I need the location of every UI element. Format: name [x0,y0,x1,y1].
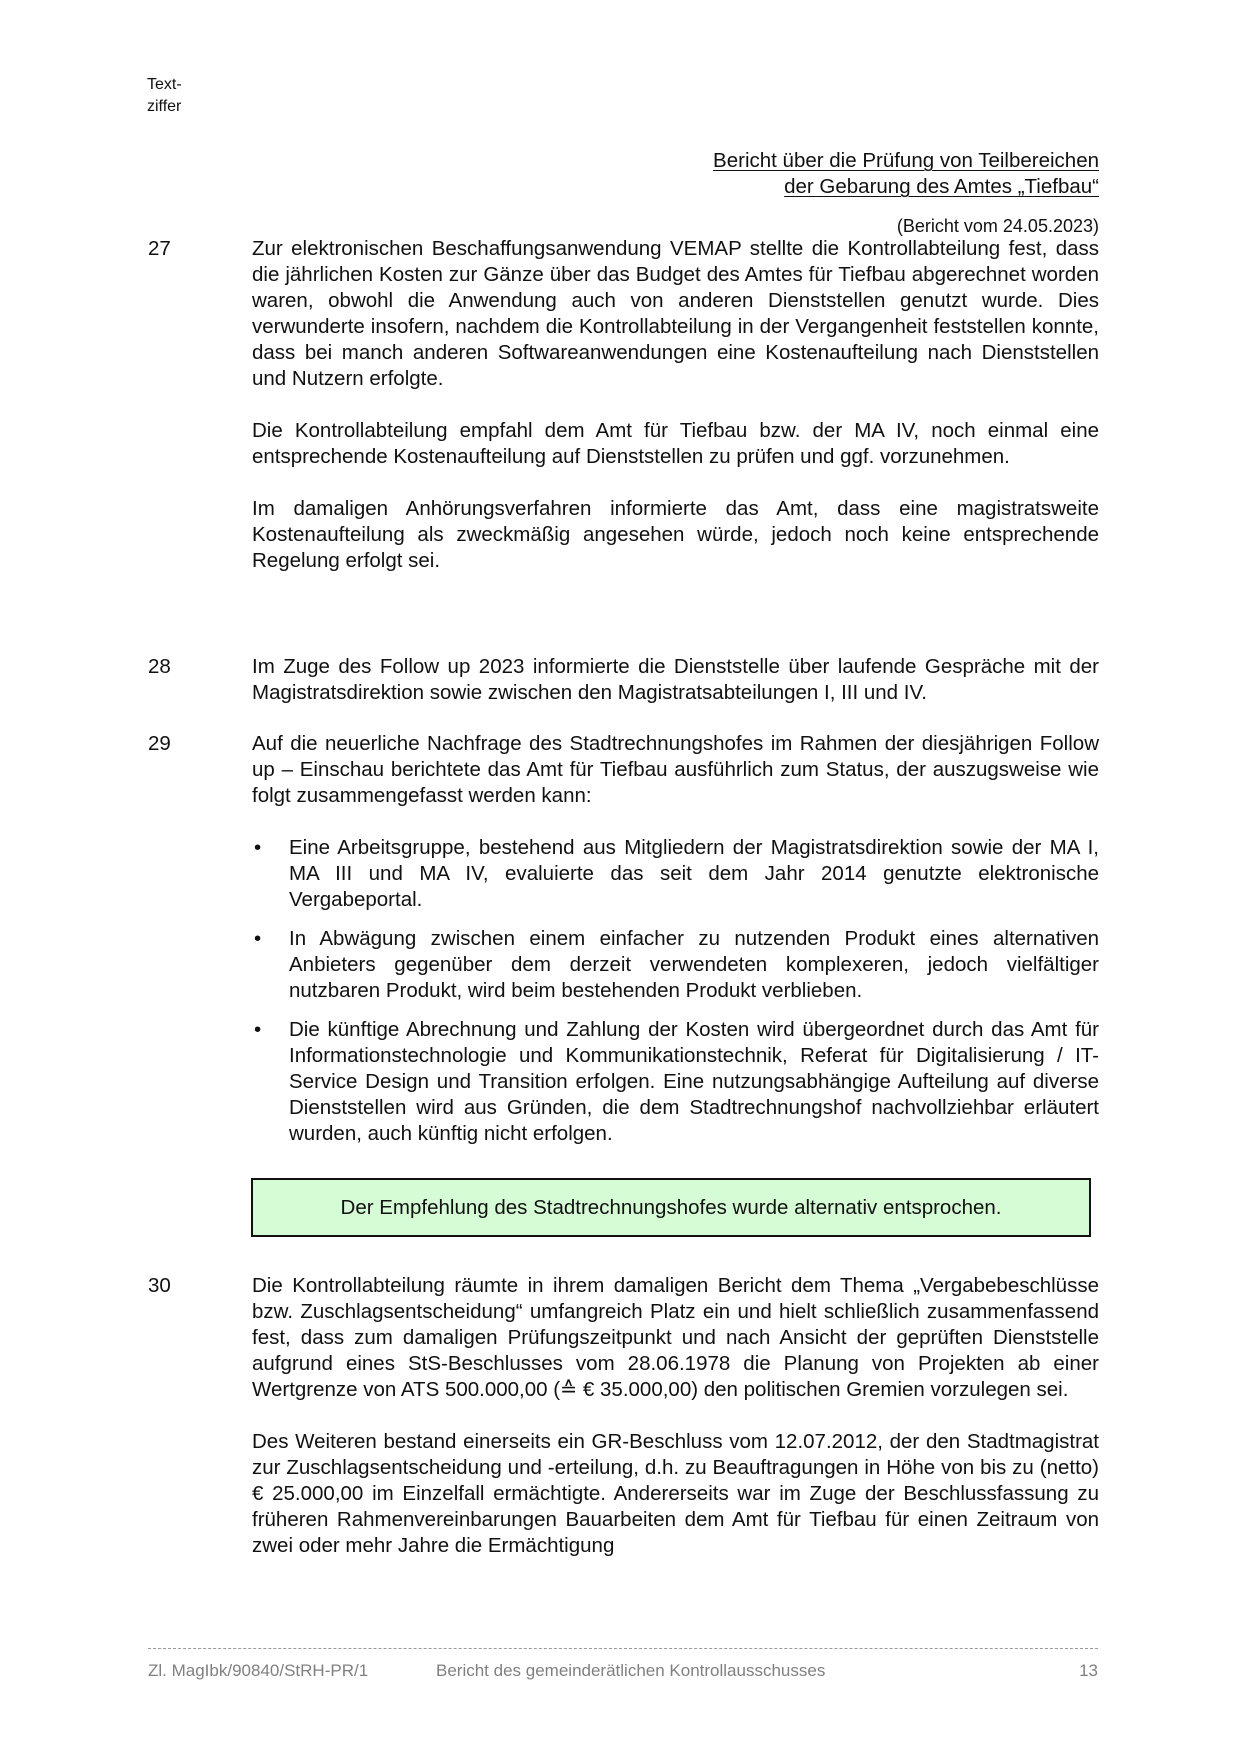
bullet-icon: • [254,836,262,859]
bullet-text: In Abwägung zwischen einem einfacher zu nutzenden Produkt eines alternativen Anbieters gegenüber dem derzeit verwendeten komplexeren, jedoch vielfältiger nutzbaren Produkt, wird beim bestehenden Produkt verblieben. [289,927,1099,1002]
footer-divider [148,1648,1098,1649]
section-body [252,236,1099,574]
footer-reference: Zl. MagIbk/90840/StRH-PR/1 [148,1661,369,1680]
bullet-icon: • [254,927,262,950]
recommendation-status-text: Der Empfehlung des Stadtrechnungshofes wurde alternativ entsprochen. [340,1195,1002,1219]
paragraph: Die Kontrollabteilung empfahl dem Amt für Tiefbau bzw. der MA IV, noch einmal eine entsprechende Kostenaufteilung auf Dienststellen zu prüfen und ggf. vorzunehmen. [252,419,1099,468]
section-body [252,731,1099,1160]
bullet-item [252,1017,1099,1147]
footer-title: Bericht des gemeinderätlichen Kontrollausschusses [436,1661,826,1680]
bullet-text: Die künftige Abrechnung und Zahlung der Kosten wird übergeordnet durch das Amt für Informationstechnologie und Kommunikationstechnik, Referat für Digitalisierung / IT-Service Design und Transition erfolgen. Eine nutzungsabhängige Aufteilung auf diverse Dienststellen wird aus Gründen, die dem Stadtrechnungshof nachvollziehbar erläutert wurden, auch künftig nicht erfolgen. [289,1018,1099,1145]
report-header [713,148,1099,200]
page-number: 13 [1079,1661,1098,1680]
report-title-line2: der Gebarung des Amtes „Tiefbau“ [784,175,1099,198]
paragraph: Im Zuge des Follow up 2023 informierte die Dienststelle über laufende Gespräche mit der Magistratsdirektion sowie zwischen den Magistratsabteilungen I, III und IV. [252,655,1099,704]
recommendation-status-box [251,1178,1091,1237]
bullet-item [252,926,1099,1004]
paragraph: Auf die neuerliche Nachfrage des Stadtrechnungshofes im Rahmen der diesjährigen Follow up – Einschau berichtete das Amt für Tiefbau ausführlich zum Status, der auszugsweise wie folgt zusammengefasst werden kann: [252,732,1099,807]
textziffer-number: 27 [148,237,171,260]
paragraph: Die Kontrollabteilung räumte in ihrem damaligen Bericht dem Thema „Vergabebeschlüsse bzw. Zuschlagsentscheidung“ umfangreich Platz ein und hielt schließlich zusammenfassend fest, dass zum damaligen Prüfungszeitpunkt und nach Ansicht der geprüften Dienststelle aufgrund eines StS-Beschlusses vom 28.06.1978 die Planung von Projekten ab einer Wertgrenze von ATS 500.000,00 (≙ € 35.000,00) den politischen Gremien vorzulegen sei. [252,1274,1099,1401]
textziffer-number: 30 [148,1274,171,1297]
bullet-list [252,835,1099,1147]
report-title-line1: Bericht über die Prüfung von Teilbereichen [713,149,1099,172]
paragraph: Des Weiteren bestand einerseits ein GR-Beschluss vom 12.07.2012, der den Stadtmagistrat zur Zuschlagsentscheidung und -erteilung, d.h. zu Beauftragungen in Höhe von bis zu (netto) € 25.000,00 im Einzelfall ermächtigte. Andererseits war im Zuge der Beschlussfassung zu früheren Rahmenvereinbarungen Bauarbeiten dem Amt für Tiefbau für einen Zeitraum von zwei oder mehr Jahre die Ermächtigung [252,1430,1099,1557]
textziffer-label-line1: Text- [147,76,182,93]
textziffer-number: 28 [148,655,171,678]
textziffer-number: 29 [148,732,171,755]
bullet-text: Eine Arbeitsgruppe, bestehend aus Mitgliedern der Magistratsdirektion sowie der MA I, MA III und MA IV, evaluierte das seit dem Jahr 2014 genutzte elektronische Vergabeportal. [289,836,1099,911]
paragraph: Im damaligen Anhörungsverfahren informierte das Amt, dass eine magistratsweite Kostenaufteilung als zweckmäßig angesehen würde, jedoch noch keine entsprechende Regelung erfolgt sei. [252,497,1099,572]
paragraph: Zur elektronischen Beschaffungsanwendung VEMAP stellte die Kontrollabteilung fest, dass die jährlichen Kosten zur Gänze über das Budget des Amtes für Tiefbau abgerechnet worden waren, obwohl die Anwendung auch von anderen Dienststellen genutzt wurde. Dies verwunderte insofern, nachdem die Kontrollabteilung in der Vergangenheit feststellen konnte, dass bei manch anderen Softwareanwendungen eine Kostenaufteilung nach Dienststellen und Nutzern erfolgte. [252,237,1099,390]
section-body [252,654,1099,706]
textziffer-label [147,74,182,118]
report-date: (Bericht vom 24.05.2023) [896,216,1099,236]
bullet-item [252,835,1099,913]
textziffer-label-line2: ziffer [147,98,182,115]
section-body [252,1273,1099,1559]
bullet-icon: • [254,1018,262,1041]
